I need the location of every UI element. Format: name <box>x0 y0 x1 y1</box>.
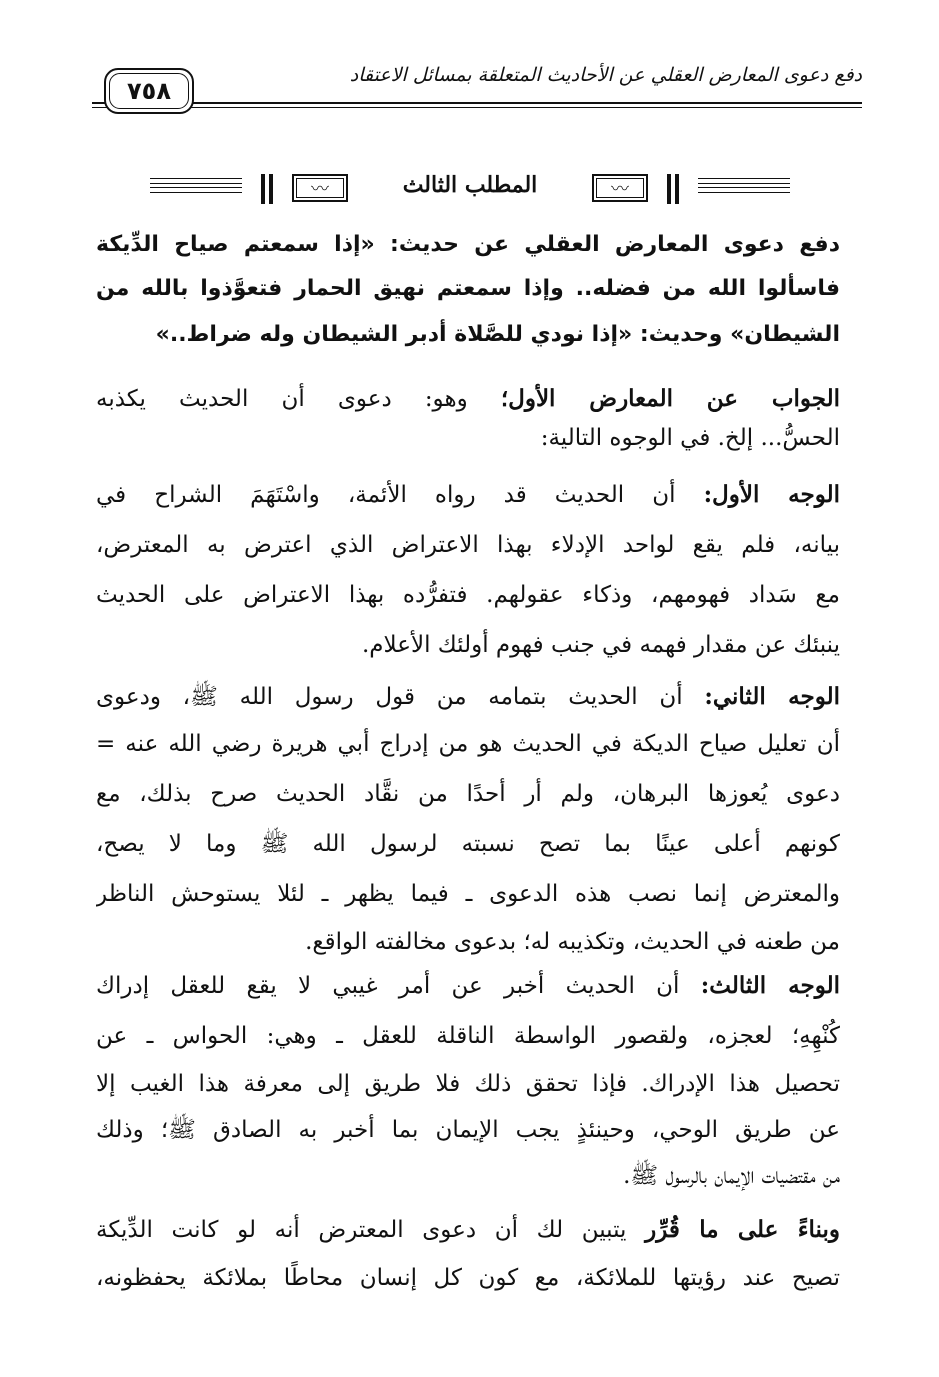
paragraph-line: من طعنه في الحديث، وتكذيبه له؛ بدعوى مخالفته الواقع. <box>305 929 840 955</box>
header-rule <box>92 102 862 104</box>
ornament-bars-left <box>252 174 282 204</box>
paragraph-lead: الوجه الأول: <box>703 481 840 508</box>
header-rule-thin <box>92 107 862 108</box>
paragraph-lead: الوجه الثالث: <box>700 972 840 999</box>
page-number: ٧٥٨ <box>127 77 171 105</box>
ornament-lines-left <box>150 178 242 200</box>
paragraph-line: كُنْهِهِ؛ لعجزه، ولقصور الواسطة الناقلة للعقل ـ وهي: الحواس ـ عن <box>96 1023 840 1049</box>
subtitle-line: فاسألوا الله من فضله.. وإذا سمعتم نهيق الحمار فتعوَّذوا بالله من <box>96 276 840 301</box>
subtitle-line: الشيطان» وحديث: «إذا نودي للصَّلاة أدبر الشيطان وله ضراط..» <box>155 322 840 347</box>
paragraph-line: تحصيل هذا الإدراك. فإذا تحقق ذلك فلا طريق إلى معرفة هذا الغيب إلا <box>96 1071 840 1097</box>
ornament-box-left <box>292 174 348 202</box>
paragraph-line: والمعترض إنما نصب هذه الدعوى ـ فيما يظهر ـ لئلا يستوحش الناظر <box>96 881 840 907</box>
paragraph-line: دعوى يُعوزها البرهان، ولم أر أحدًا من نقَّاد الحديث صرح بذلك، مع <box>96 781 840 807</box>
paragraph-line: مع سَداد فهومهم، وذكاء عقولهم. فتفرُّده بهذا الاعتراض على الحديث <box>96 582 840 608</box>
subtitle-line: دفع دعوى المعارض العقلي عن حديث: «إذا سمعتم صياح الدِّيكة <box>96 232 840 257</box>
paragraph-line: وبناءً على ما قُرِّر يتبين لك أن دعوى المعترض أنه لو كانت الدِّيكة <box>96 1216 840 1243</box>
paragraph-line: الجواب عن المعارض الأول؛ وهو: دعوى أن الحديث يكذبه <box>96 385 840 412</box>
ornament-glyph-left: 〰 <box>311 179 329 200</box>
paragraph-line: كونهم أعلى عينًا بما تصح نسبته لرسول الله ﷺ وما لا يصح، <box>96 831 840 857</box>
paragraph-line: الوجه الأول: أن الحديث قد رواه الأئمة، واسْتَهَمَ الشراح في <box>96 481 840 508</box>
page-number-frame <box>104 68 194 114</box>
ornament-lines-right <box>698 178 790 200</box>
paragraph-lead: وبناءً على ما قُرِّر <box>645 1216 840 1243</box>
paragraph-line: الوجه الثالث: أن الحديث أخبر عن أمر غيبي لا يقع للعقل إدراك <box>96 972 840 999</box>
paragraph-line: تصيح عند رؤيتها للملائكة، مع كون كل إنسان محاطًا بملائكة يحفظونه، <box>96 1265 840 1291</box>
book-title: دفع دعوى المعارض العقلي عن الأحاديث المتعلقة بمسائل الاعتقاد <box>340 64 862 86</box>
section-heading <box>150 172 790 208</box>
ornament-box-right <box>592 174 648 202</box>
ornament-glyph-right: 〰 <box>611 179 629 200</box>
paragraph-line: الوجه الثاني: أن الحديث بتمامه من قول رسول الله ﷺ، ودعوى <box>96 683 840 710</box>
paragraph-line: الحسُّ... إلخ. في الوجوه التالية: <box>540 425 840 451</box>
ornament-bars-right <box>658 174 688 204</box>
section-title: المطلب الثالث <box>402 172 538 198</box>
paragraph-line: ينبئك عن مقدار فهمه في جنب فهوم أولئك الأعلام. <box>361 632 840 658</box>
paragraph-lead: الجواب عن المعارض الأول؛ <box>500 385 840 412</box>
paragraph-line: أن تعليل صياح الديكة في الحديث هو من إدراج أبي هريرة رضي الله عنه = <box>96 731 840 757</box>
paragraph-line: عن طريق الوحي، وحينئذٍ يجب الإيمان بما أخبر به الصادق ﷺ؛ وذلك <box>96 1117 840 1143</box>
paragraph-line: بيانه، فلم يقع لواحد الإدلاء بهذا الاعتراض الذي اعترض به المعترض، <box>96 532 840 558</box>
paragraph-line: من مقتضيات الإيمان بالرسول ﷺ. <box>623 1163 840 1189</box>
paragraph-lead: الوجه الثاني: <box>704 683 840 710</box>
running-header <box>92 62 862 112</box>
